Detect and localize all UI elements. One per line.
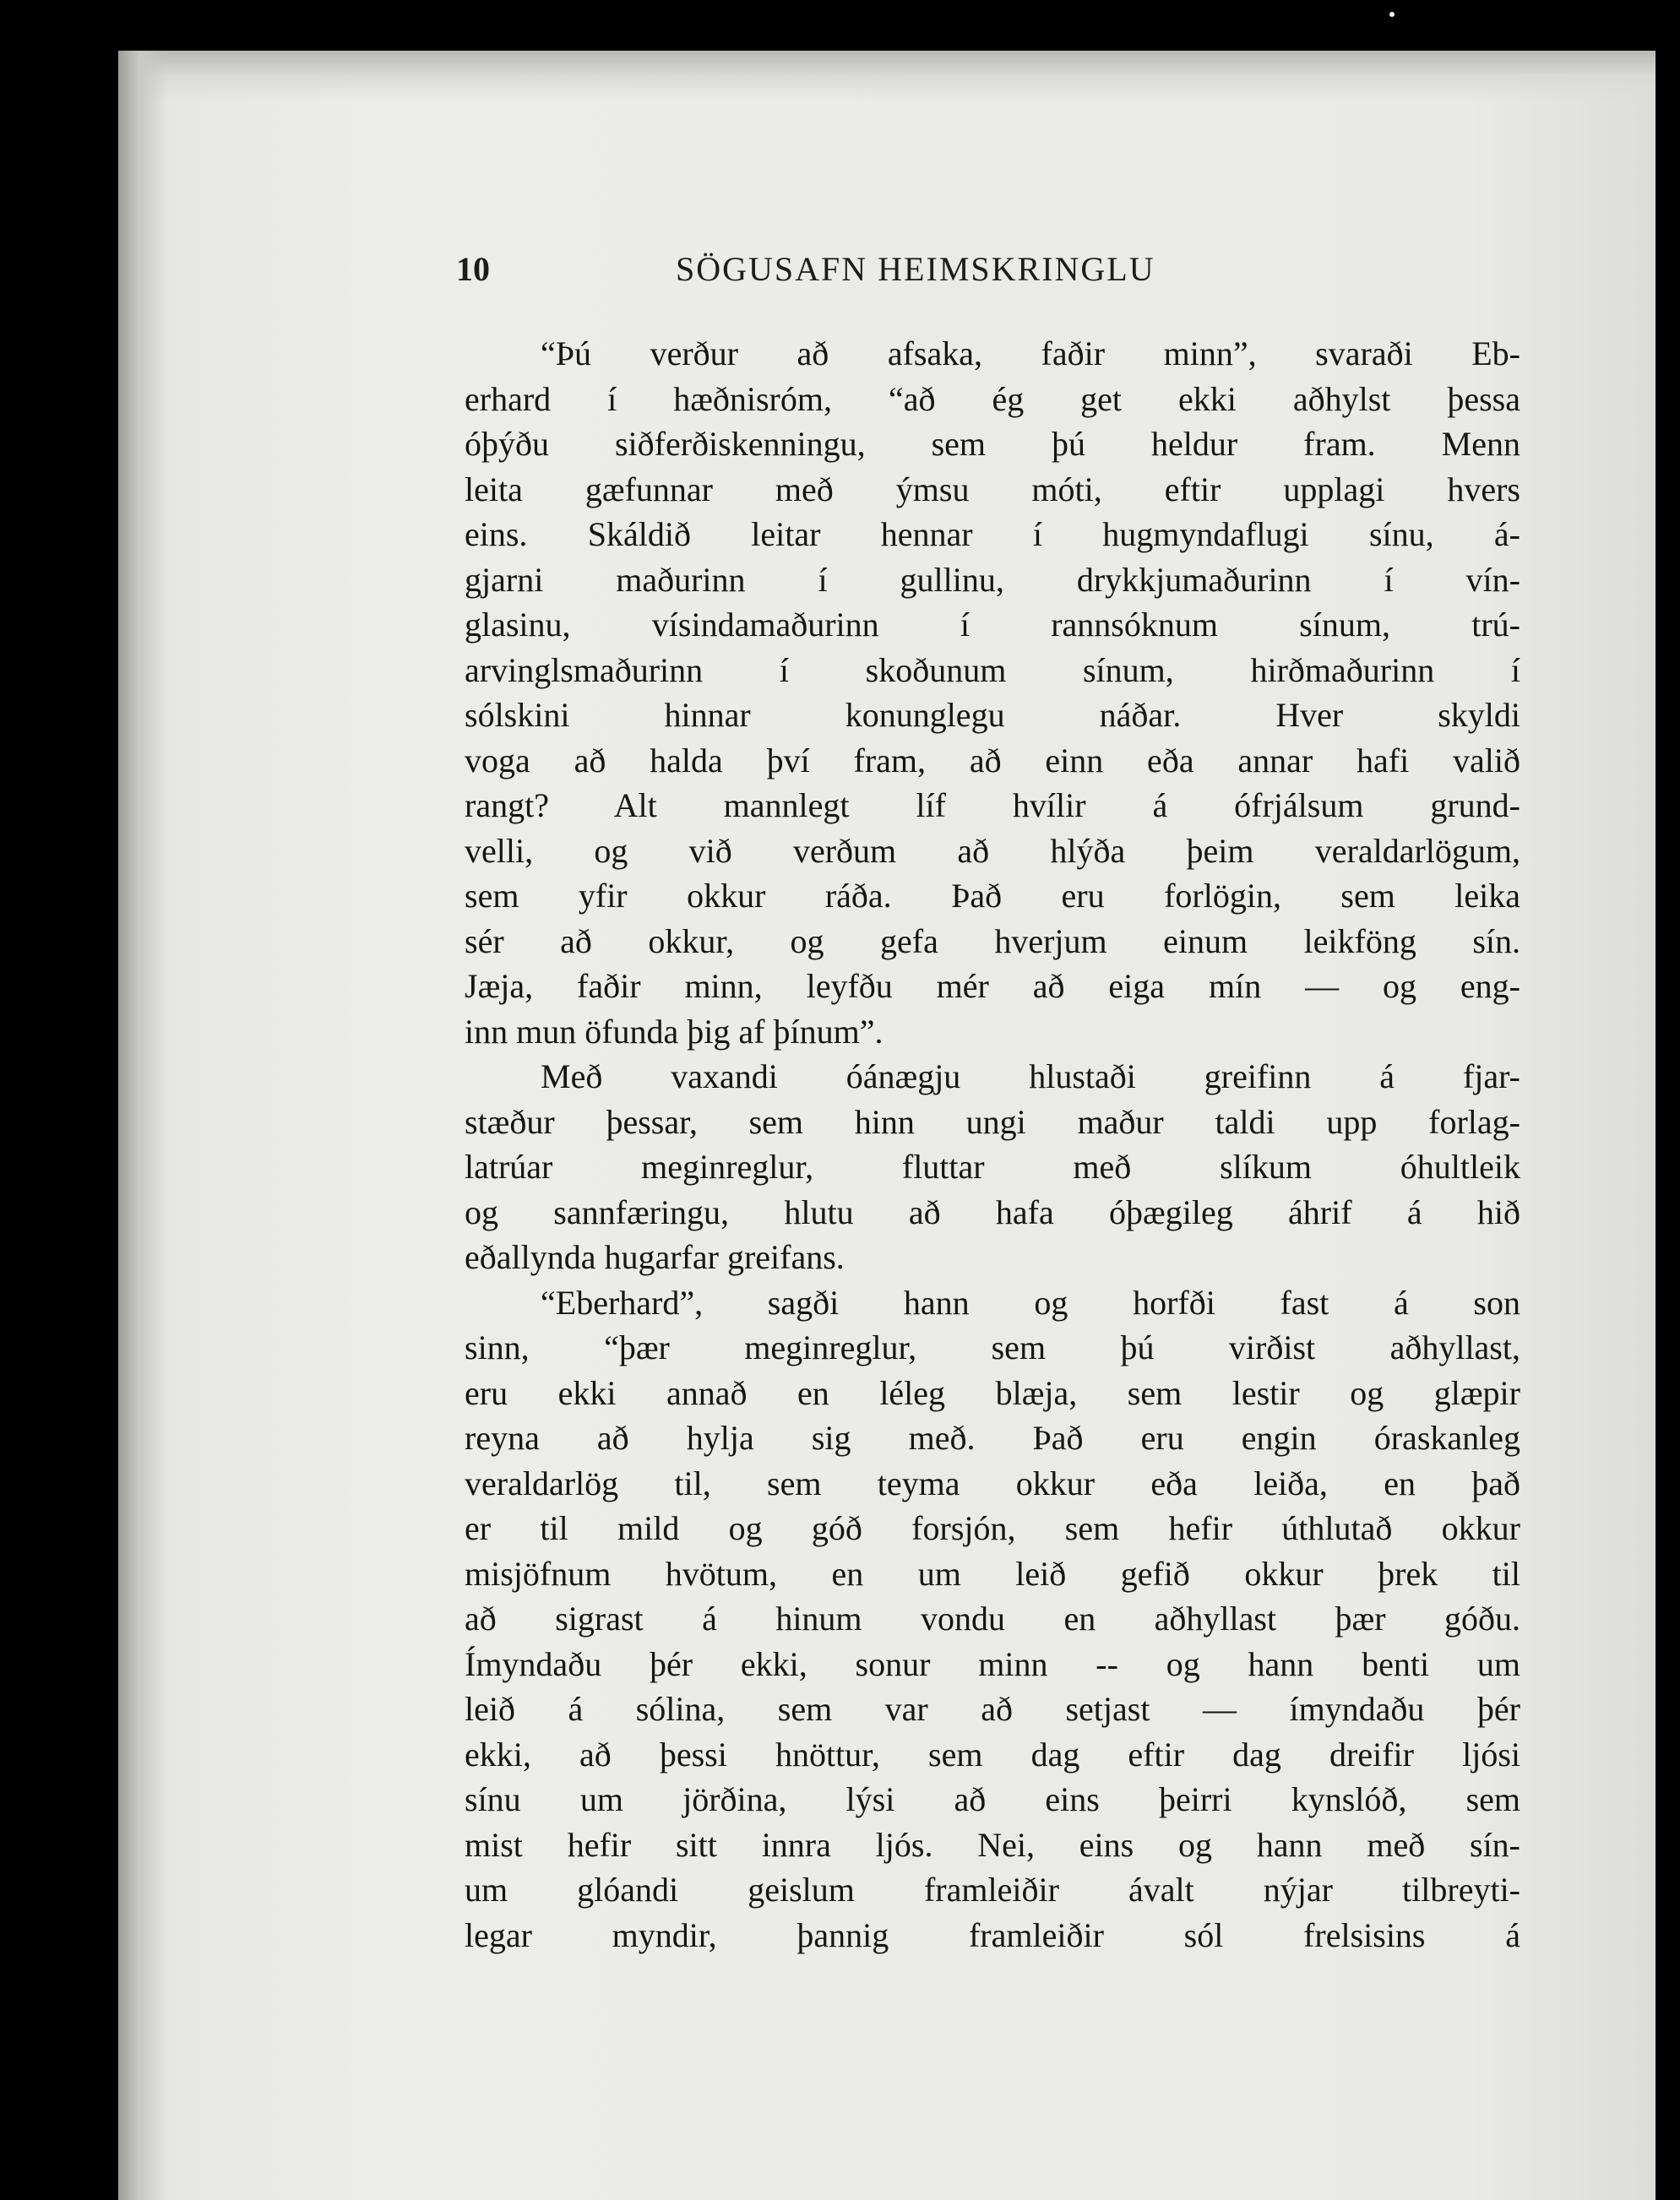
running-head bbox=[456, 249, 1309, 300]
text-line: eðallynda hugarfar greifans. bbox=[465, 1238, 845, 1276]
text-line: voga að halda því fram, að einn eða annar hafi valið bbox=[465, 741, 1520, 780]
text-line: leið á sólina, sem var að setjast — ímyndaðu þér bbox=[465, 1690, 1520, 1728]
text-line: mist hefir sitt innra ljós. Nei, eins og hann með sín- bbox=[465, 1825, 1520, 1864]
text-line: eins. Skáldið leitar hennar í hugmyndaflugi sínu, á- bbox=[465, 515, 1520, 553]
text-line: inn mun öfunda þig af þínum”. bbox=[465, 1012, 883, 1051]
text-line: legar myndir, þannig framleiðir sól frelsisins á bbox=[465, 1915, 1520, 1954]
text-line: Jæja, faðir minn, leyfðu mér að eiga mín — og eng- bbox=[465, 967, 1520, 1005]
page-left-shadow bbox=[118, 51, 169, 2200]
text-line: leita gæfunnar með ýmsu móti, eftir upplagi hvers bbox=[465, 470, 1520, 508]
page-top-shadow bbox=[118, 51, 1656, 101]
text-line: gjarni maðurinn í gullinu, drykkjumaðurinn í vín- bbox=[465, 560, 1520, 599]
text-line: óþýðu siðferðiskenningu, sem þú heldur fram. Menn bbox=[465, 425, 1520, 463]
scan-speck bbox=[1389, 12, 1395, 17]
text-line: reyna að hylja sig með. Það eru engin óraskanleg bbox=[465, 1419, 1520, 1457]
text-line: sínu um jörðina, lýsi að eins þeirri kynslóð, sem bbox=[465, 1780, 1520, 1818]
text-line: “Eberhard”, sagði hann og horfði fast á son bbox=[541, 1283, 1520, 1322]
text-line: og sannfæringu, hlutu að hafa óþægileg áhrif á hið bbox=[465, 1192, 1520, 1231]
text-line: ekki, að þessi hnöttur, sem dag eftir dag dreifir ljósi bbox=[465, 1735, 1520, 1774]
text-line: misjöfnum hvötum, en um leið gefið okkur þrek til bbox=[465, 1554, 1520, 1593]
text-line: að sigrast á hinum vondu en aðhyllast þær góðu. bbox=[465, 1600, 1520, 1638]
text-line: er til mild og góð forsjón, sem hefir úthlutað okkur bbox=[465, 1509, 1520, 1547]
text-line: “Þú verður að afsaka, faðir minn”, svaraði Eb- bbox=[541, 334, 1520, 372]
text-line: veraldarlög til, sem teyma okkur eða leiða, en það bbox=[465, 1464, 1520, 1502]
text-line: rangt? Alt mannlegt líf hvílir á ófrjálsum grund- bbox=[465, 786, 1520, 824]
text-line: stæður þessar, sem hinn ungi maður taldi upp forlag- bbox=[465, 1102, 1520, 1141]
text-line: glasinu, vísindamaðurinn í rannsóknum sínum, trú- bbox=[465, 606, 1520, 644]
text-line: sér að okkur, og gefa hverjum einum leikföng sín. bbox=[465, 921, 1520, 960]
text-line: erhard í hæðnisróm, “að ég get ekki aðhylst þessa bbox=[465, 379, 1520, 418]
text-line: velli, og við verðum að hlýða þeim veraldarlögum, bbox=[465, 831, 1520, 870]
page-number: 10 bbox=[456, 250, 490, 288]
text-line: um glóandi geislum framleiðir ávalt nýjar tilbreyti- bbox=[465, 1871, 1520, 1909]
text-line: eru ekki annað en léleg blæja, sem lestir og glæpir bbox=[465, 1373, 1520, 1412]
running-title: SÖGUSAFN HEIMSKRINGLU bbox=[676, 250, 1155, 288]
text-line: arvinglsmaðurinn í skoðunum sínum, hirðmaðurinn í bbox=[465, 650, 1520, 689]
body-text bbox=[465, 331, 1520, 1958]
text-line: sinn, “þær meginreglur, sem þú virðist aðhyllast, bbox=[465, 1328, 1520, 1366]
text-line: sólskini hinnar konunglegu náðar. Hver skyldi bbox=[465, 696, 1520, 734]
text-line: latrúar meginreglur, fluttar með slíkum óhultleik bbox=[465, 1148, 1520, 1186]
text-line: Ímyndaðu þér ekki, sonur minn -- og hann benti um bbox=[465, 1644, 1520, 1683]
text-line: sem yfir okkur ráða. Það eru forlögin, sem leika bbox=[465, 877, 1520, 915]
text-line: Með vaxandi óánægju hlustaði greifinn á fjar- bbox=[541, 1057, 1520, 1095]
